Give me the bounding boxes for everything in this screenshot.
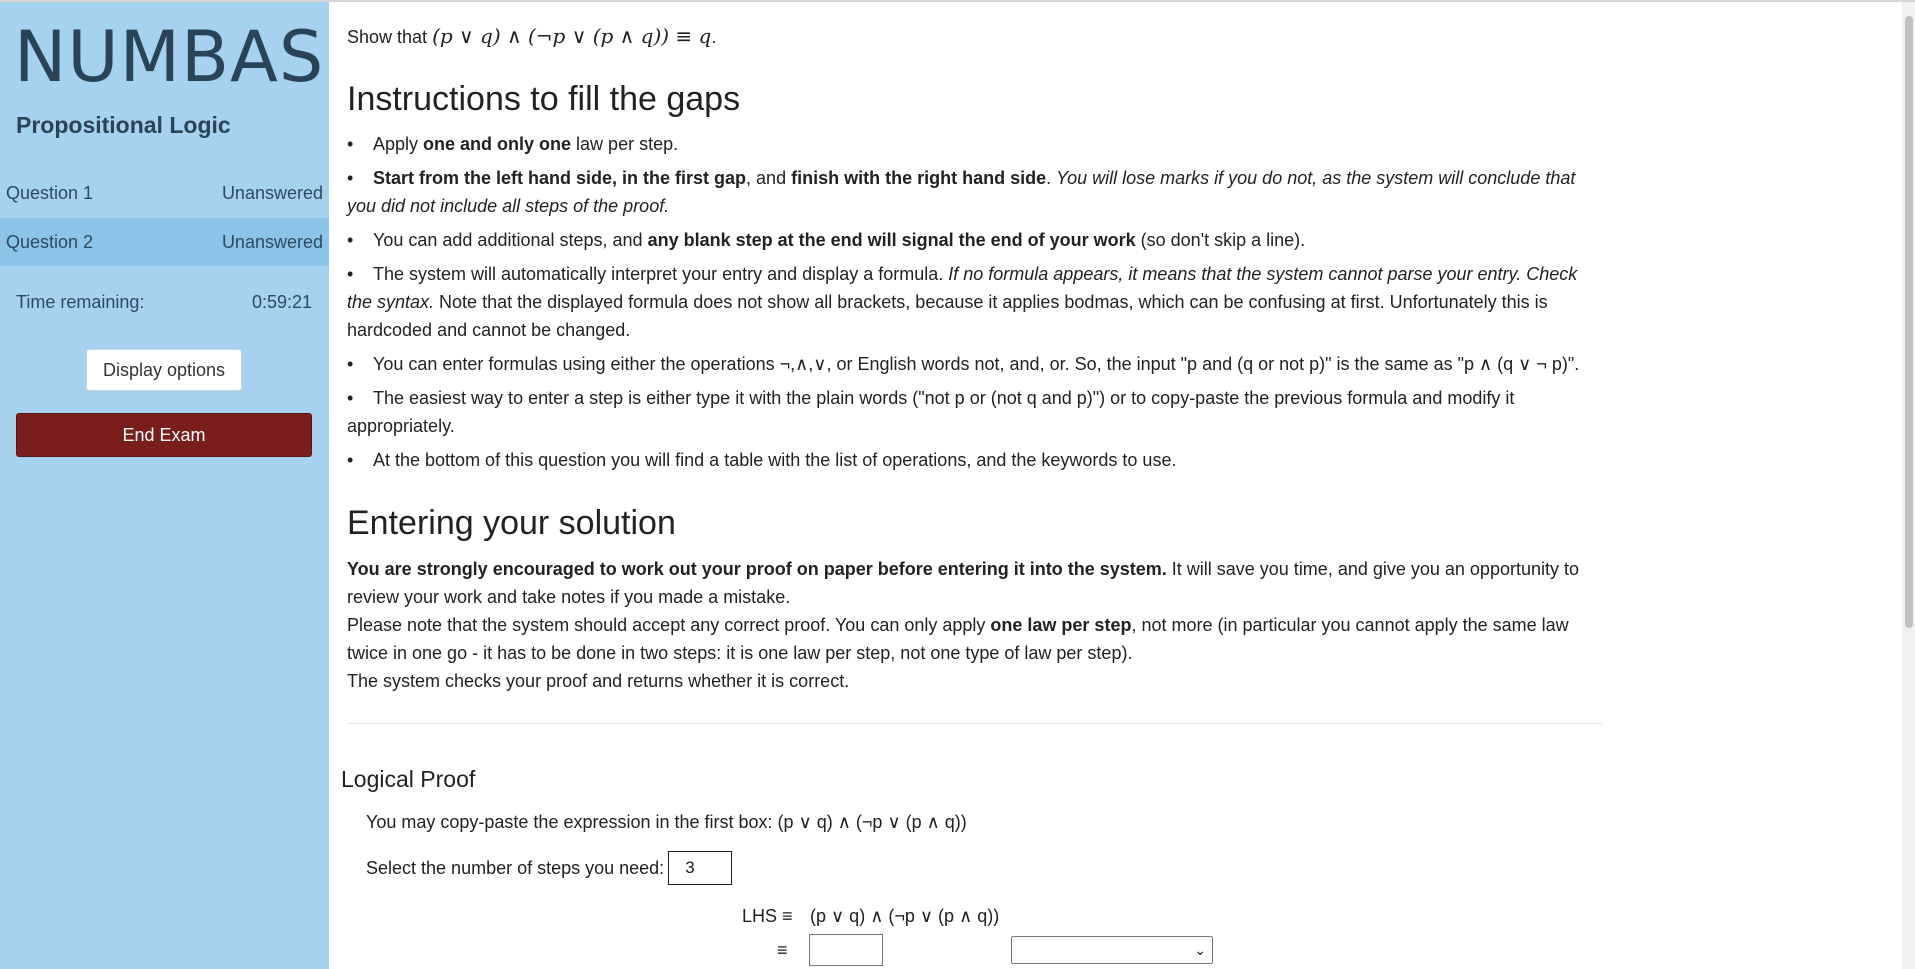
instruction-text: The easiest way to enter a step is either type it with the plain words ("not p or (not q and p)") or to copy-paste the previous formula and modify it appropriately. — [347, 388, 1515, 436]
instruction-item — [347, 350, 1602, 378]
divider — [347, 723, 1602, 724]
instruction-text: You will lose marks if you do not, as the system will conclude that you did not include all steps of the proof. — [347, 168, 1576, 216]
sidebar — [0, 2, 329, 969]
question-status: Unanswered — [221, 182, 323, 203]
question-status: Unanswered — [221, 231, 323, 252]
instructions-heading: Instructions to fill the gaps — [347, 80, 741, 118]
entering-p1-rest: It will save you time, and give you an opportunity to review your work and take notes if you made a mistake. — [347, 559, 1579, 607]
entering-p2-a: Please note that the system should accept any correct proof. You can only apply — [347, 615, 991, 635]
scrollbar-thumb[interactable] — [1905, 16, 1913, 628]
step-1-law-select[interactable] — [1011, 936, 1213, 964]
time-value: 0:59:21 — [251, 292, 312, 312]
bullet-icon: • — [347, 264, 354, 284]
instruction-item — [347, 226, 1602, 254]
instruction-item — [347, 130, 1602, 158]
chevron-down-icon: ⌄ — [1194, 942, 1206, 958]
entering-paragraph-3: The system checks your proof and returns whether it is correct. — [347, 671, 850, 691]
instruction-text: Apply — [373, 134, 424, 154]
prompt-text: Show that — [347, 27, 433, 47]
time-remaining — [16, 292, 312, 313]
steps-label: Select the number of steps you need: — [366, 858, 665, 878]
instruction-text: (so don't skip a line). — [1135, 230, 1306, 250]
instruction-text: law per step. — [571, 134, 679, 154]
lhs-label: LHS ≡ — [742, 906, 793, 926]
instruction-item — [347, 384, 1602, 440]
step-equiv-symbol: ≡ — [777, 940, 788, 960]
instruction-text: Note that the displayed formula does not show all brackets, because it applies bodmas, which can be confusing at first. Unfortunately this is hardcoded and cannot be changed. — [347, 292, 1548, 340]
question-label: Question 1 — [6, 182, 94, 203]
entering-p2-b: , not more (in particular you cannot apply the same law twice in one go - it has to be done in two steps: it is one law per step, not one type of law per step). — [347, 615, 1569, 663]
numbas-logo: NUMBAS — [14, 16, 325, 98]
instruction-text: finish with the right hand side — [791, 168, 1047, 188]
instruction-item — [347, 260, 1602, 344]
bullet-icon: • — [347, 354, 354, 374]
step-1-input[interactable] — [809, 934, 883, 966]
exam-title: Propositional Logic — [16, 112, 231, 138]
prompt-end: . — [711, 27, 717, 47]
instruction-item — [347, 446, 1602, 474]
question-label: Question 2 — [6, 231, 94, 252]
display-options-button[interactable]: Display options — [86, 349, 242, 391]
bullet-icon: • — [347, 388, 354, 408]
steps-count-input[interactable]: 3 — [668, 851, 732, 885]
entering-text — [347, 555, 1602, 695]
lhs-expression: (p ∨ q) ∧ (¬p ∨ (p ∧ q)) — [810, 906, 1000, 926]
entering-paragraph-2 — [347, 611, 1602, 667]
time-label: Time remaining: — [16, 292, 145, 312]
copy-instruction: You may copy-paste the expression in the first box: (p ∨ q) ∧ (¬p ∨ (p ∧ q)) — [366, 812, 967, 832]
entering-heading: Entering your solution — [347, 504, 676, 542]
question-prompt — [347, 22, 716, 51]
instruction-item — [347, 164, 1602, 220]
instruction-text: If no formula appears, it means that the system cannot parse your entry. Check the syntax. — [347, 264, 1578, 312]
instruction-text: You can enter formulas using either the operations ¬,∧,∨, or English words not, and, or. So, the input "p and (q or not p)" is the same as "p ∧ (q ∨ ¬ p)". — [373, 354, 1580, 374]
end-exam-button[interactable]: End Exam — [16, 413, 312, 457]
entering-paragraph-1 — [347, 555, 1602, 611]
sidebar-item-question-2[interactable] — [0, 218, 329, 266]
instructions-list — [347, 130, 1602, 480]
entering-p1-bold: You are strongly encouraged to work out your proof on paper before entering it into the system. — [347, 559, 1167, 579]
instruction-text: The system will automatically interpret your entry and display a formula. — [373, 264, 949, 284]
bullet-icon: • — [347, 168, 354, 188]
instruction-text: . — [1046, 168, 1057, 188]
steps-selector — [366, 851, 732, 885]
bullet-icon: • — [347, 230, 354, 250]
bullet-icon: • — [347, 450, 354, 470]
page-scrollbar[interactable] — [1902, 2, 1915, 969]
instruction-text: At the bottom of this question you will find a table with the list of operations, and the keywords to use. — [373, 450, 1177, 470]
instruction-text: any blank step at the end will signal the end of your work — [647, 230, 1136, 250]
instruction-text: Start from the left hand side, in the first gap — [373, 168, 747, 188]
instruction-text: , and — [746, 168, 792, 188]
bullet-icon: • — [347, 134, 354, 154]
sidebar-item-question-1[interactable] — [0, 169, 329, 217]
entering-p2-bold: one law per step — [990, 615, 1132, 635]
proof-title: Logical Proof — [341, 766, 476, 792]
instruction-text: You can add additional steps, and — [373, 230, 648, 250]
prompt-formula: (p ∨ q) ∧ (¬p ∨ (p ∧ q)) ≡ q — [432, 24, 712, 48]
instruction-text: one and only one — [423, 134, 572, 154]
